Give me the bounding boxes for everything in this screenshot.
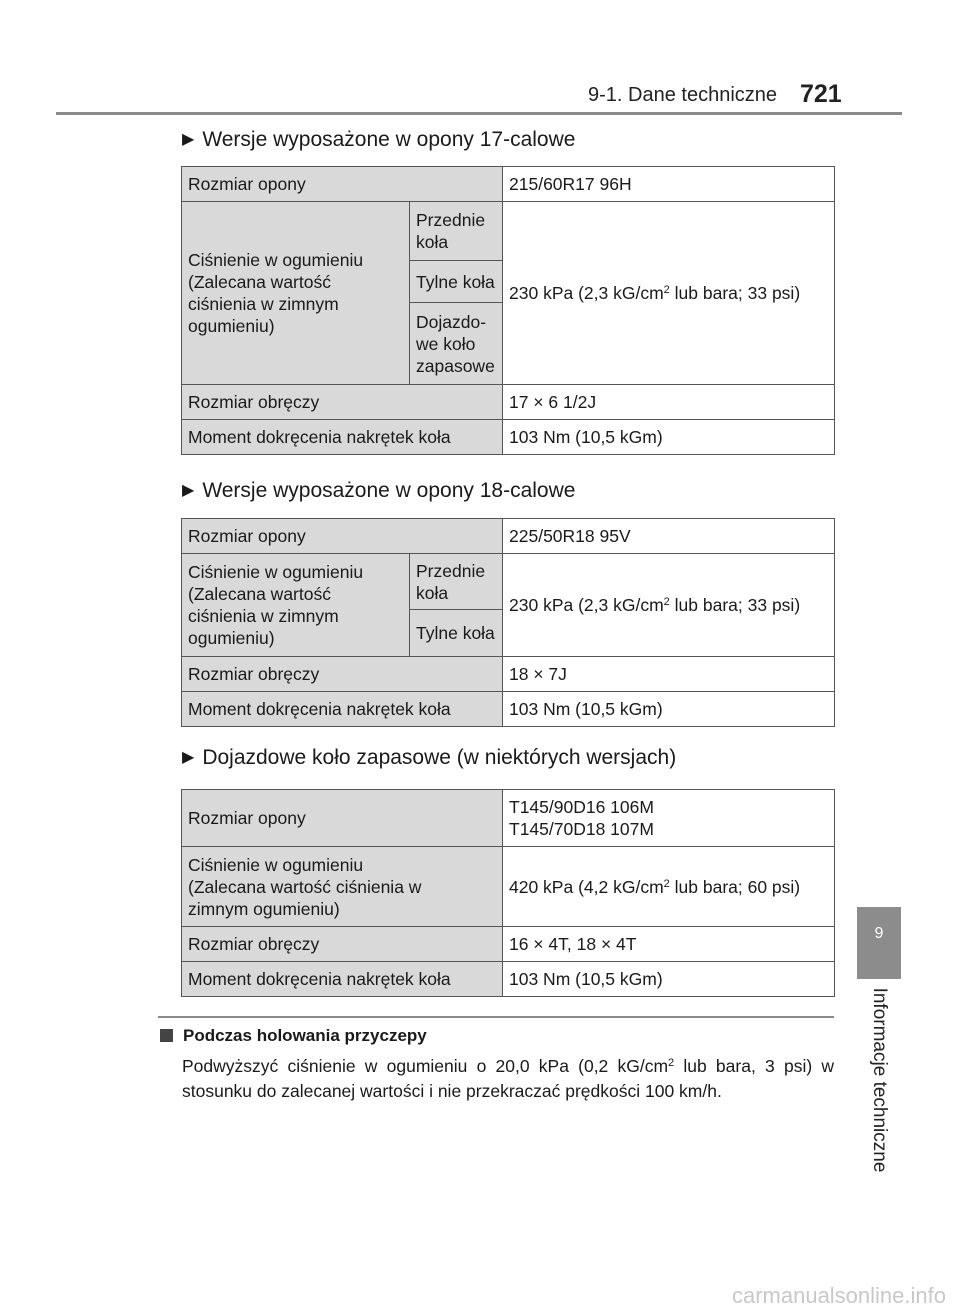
pressure-value [503, 554, 835, 657]
pressure-value-text-end: lub bara; 33 psi) [669, 595, 801, 615]
table-row [182, 962, 835, 997]
pressure-label: Ciśnienie w ogumieniu (Zalecana wartość ciśnienia w zimnym ogumieniu) [182, 847, 503, 927]
section-heading-17 [182, 128, 575, 152]
section-heading-17-text: Wersje wyposażone w opony 17-calowe [202, 128, 576, 151]
note-body-sup: 2 [668, 1057, 675, 1069]
page-header [0, 0, 960, 120]
rear-wheels-label: Tylne koła [410, 610, 503, 657]
header-section-title: 9-1. Dane techniczne [588, 84, 778, 106]
rim-size-label: Rozmiar obręczy [182, 385, 503, 420]
pressure-value-sup: 2 [663, 596, 670, 608]
table-row [182, 519, 835, 554]
rim-size-value: 16 × 4T, 18 × 4T [503, 927, 835, 962]
spec-table-spare [181, 789, 835, 997]
table-row [182, 554, 835, 610]
pressure-value-text-end: lub bara; 33 psi) [669, 283, 801, 303]
table-row [182, 790, 835, 847]
pressure-value [503, 847, 835, 927]
table-row [182, 847, 835, 927]
torque-label: Moment dokręcenia nakrętek koła [182, 420, 503, 455]
page-number: 721 [800, 80, 842, 108]
torque-value: 103 Nm (10,5 kGm) [503, 420, 835, 455]
section-heading-18 [182, 479, 575, 503]
watermark: carmanualsonline.info [731, 1283, 946, 1308]
torque-value: 103 Nm (10,5 kGm) [503, 692, 835, 727]
table-row [182, 420, 835, 455]
pressure-value-text-end: lub bara; 60 psi) [669, 876, 801, 897]
pressure-label: Ciśnienie w ogumieniu (Zalecana wartość ciśnienia w zimnym ogumieniu) [182, 202, 410, 385]
triangle-bullet-icon: ▶ [182, 131, 195, 148]
rim-size-value: 17 × 6 1/2J [503, 385, 835, 420]
tire-size-label: Rozmiar opony [182, 167, 503, 202]
spare-wheel-label: Dojazdo-we koło zapasowe [410, 303, 503, 385]
rim-size-label: Rozmiar obręczy [182, 657, 503, 692]
torque-value: 103 Nm (10,5 kGm) [503, 962, 835, 997]
note-title [160, 1026, 427, 1046]
spec-table-18 [181, 518, 835, 727]
front-wheels-label: Przednie koła [410, 554, 503, 610]
square-bullet-icon [160, 1029, 173, 1042]
chapter-label: Informacje techniczne [869, 987, 890, 1173]
chapter-tab [857, 907, 901, 979]
rim-size-value: 18 × 7J [503, 657, 835, 692]
rear-wheels-label: Tylne koła [410, 261, 503, 303]
section-heading-spare-text: Dojazdowe koło zapasowe (w niektórych wersjach) [202, 746, 677, 769]
header-divider [56, 112, 902, 115]
pressure-value-text: 230 kPa (2,3 kG/cm [509, 283, 664, 303]
pressure-value-text: 420 kPa (4,2 kG/cm [509, 876, 664, 897]
table-row [182, 657, 835, 692]
table-row [182, 927, 835, 962]
tire-size-value: 215/60R17 96H [503, 167, 835, 202]
section-heading-spare [182, 746, 676, 770]
rim-size-label: Rozmiar obręczy [182, 927, 503, 962]
table-row [182, 692, 835, 727]
triangle-bullet-icon: ▶ [182, 482, 195, 499]
note-body [182, 1054, 834, 1104]
torque-label: Moment dokręcenia nakrętek koła [182, 692, 503, 727]
pressure-value-sup: 2 [663, 284, 670, 296]
pressure-label: Ciśnienie w ogumieniu (Zalecana wartość ciśnienia w zimnym ogumieniu) [182, 554, 410, 657]
table-row [182, 167, 835, 202]
pressure-value-sup: 2 [663, 877, 670, 890]
torque-label: Moment dokręcenia nakrętek koła [182, 962, 503, 997]
section-heading-18-text: Wersje wyposażone w opony 18-calowe [202, 479, 576, 502]
tire-size-value [503, 790, 835, 847]
table-row [182, 202, 835, 261]
front-wheels-label: Przednie koła [410, 202, 503, 261]
tire-size-value-1: T145/90D16 106M [509, 797, 654, 817]
spec-table-17 [181, 166, 835, 455]
pressure-value-text: 230 kPa (2,3 kG/cm [509, 595, 664, 615]
note-title-text: Podczas holowania przyczepy [183, 1026, 427, 1045]
note-body-text-end: lub bara, 3 psi) w stosunku do zalecanej wartości i nie przekraczać prędkości 100 km/h. [182, 1056, 834, 1101]
tire-size-label: Rozmiar opony [182, 790, 503, 847]
table-row [182, 385, 835, 420]
tire-size-value-2: T145/70D18 107M [509, 819, 654, 839]
note-body-text: Podwyższyć ciśnienie w ogumieniu o 20,0 kPa (0,2 kG/cm [182, 1056, 669, 1076]
triangle-bullet-icon: ▶ [182, 749, 195, 766]
pressure-value [503, 202, 835, 385]
chapter-number: 9 [874, 925, 884, 942]
tire-size-label: Rozmiar opony [182, 519, 503, 554]
tire-size-value: 225/50R18 95V [503, 519, 835, 554]
note-divider [158, 1016, 834, 1018]
